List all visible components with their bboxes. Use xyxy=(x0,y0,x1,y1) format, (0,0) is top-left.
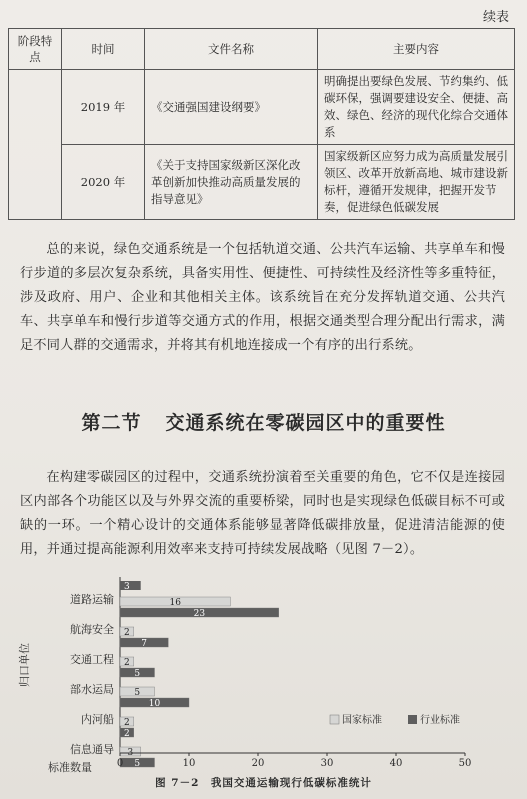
header-time: 时间 xyxy=(62,29,145,70)
row-content: 明确提出要绿色发展、节约集约、低碳环保，强调要建设安全、便捷、高效、绿色、经济的现代化综合交通体系 xyxy=(318,70,515,145)
category-label: 内河船 xyxy=(81,713,114,726)
section-heading xyxy=(0,408,527,435)
category-label: 信息通导 xyxy=(70,743,114,756)
category-label: 航海安全 xyxy=(70,623,114,636)
y-axis-label: 归口单位 xyxy=(18,643,31,687)
bar-value-label: 5 xyxy=(134,669,141,679)
header-doc: 文件名称 xyxy=(145,29,318,70)
policy-table xyxy=(8,28,515,220)
bar-value-label: 5 xyxy=(134,759,141,769)
bar-value-label: 10 xyxy=(148,699,161,709)
bar-value-label: 16 xyxy=(169,598,181,608)
bar-value-label: 3 xyxy=(127,748,134,758)
row-time: 2019 年 xyxy=(62,70,145,145)
bar-chart xyxy=(0,575,527,775)
row-doc: 《交通强国建设纲要》 xyxy=(145,70,318,145)
x-tick-label: 30 xyxy=(320,758,334,769)
stage-cell xyxy=(9,70,62,220)
row-content: 国家级新区应努力成为高质量发展引领区、改革开放新高地、城市建设新标杆，遵循开发规律，把握开发节奏，促进绿色低碳发展 xyxy=(318,145,515,220)
x-tick-label: 0 xyxy=(116,758,124,769)
continued-label: 续表 xyxy=(482,10,509,25)
legend-swatch-national xyxy=(330,715,339,724)
category-label: 交通工程 xyxy=(70,653,114,666)
category-label: 部水运局 xyxy=(70,683,114,696)
legend-label-national: 国家标准 xyxy=(342,715,382,726)
bar-value-label: 2 xyxy=(124,658,130,668)
body-paragraph: 在构建零碳园区的过程中，交通系统扮演着至关重要的角色，它不仅是连接园区内部各个功能区以及与外界交流的重要桥梁，同时也是实现绿色低碳目标不可或缺的一环。一个精心设计的交通体系能够显著降低碳排放量，促进清洁能源的使用，并通过提高能源利用效率来支持可持续发展战略（见图 7－2）。 xyxy=(20,470,505,557)
row-doc: 《关于支持国家级新区深化改革创新加快推动高质量发展的指导意见》 xyxy=(145,145,318,220)
figure-caption: 图 7－2 我国交通运输现行低碳标准统计 xyxy=(155,777,372,789)
body-paragraph: 总的来说，绿色交通系统是一个包括轨道交通、公共汽车运输、共享单车和慢行步道的多层次复杂系统，具备实用性、便捷性、可持续性及经济性等多重特征，涉及政府、用户、企业和其他相关主体。该系统旨在充分发挥轨道交通、公共汽车、共享单车和慢行步道等交通方式的作用，根据交通类型合理分配出行需求，满足不同人群的交通需求，并将其有机地连接成一个有序的出行系统。 xyxy=(20,242,505,353)
x-tick-label: 40 xyxy=(389,758,403,769)
header-stage: 阶段特点 xyxy=(9,29,62,70)
category-label: 道路运输 xyxy=(70,593,114,606)
x-tick-label: 10 xyxy=(182,758,196,769)
bar-value-label: 2 xyxy=(124,718,130,728)
x-tick-label: 20 xyxy=(251,758,265,769)
x-tick-label: 50 xyxy=(458,758,472,769)
row-time: 2020 年 xyxy=(62,145,145,220)
table-row xyxy=(9,145,515,220)
section-number: 第二节 xyxy=(81,412,142,434)
bar-value-label: 23 xyxy=(193,609,206,619)
bar-value-label: 7 xyxy=(141,639,148,649)
bar-value-label: 5 xyxy=(134,688,141,698)
table-header-row xyxy=(9,29,515,70)
bar-value-label: 3 xyxy=(124,582,130,592)
legend-swatch-industry xyxy=(408,715,417,724)
header-content: 主要内容 xyxy=(318,29,515,70)
section-title: 交通系统在零碳园区中的重要性 xyxy=(165,412,446,434)
x-axis-label: 标准数量 xyxy=(48,761,92,774)
bar-value-label: 2 xyxy=(124,729,130,739)
table-row xyxy=(9,70,515,145)
legend-label-industry: 行业标准 xyxy=(420,715,460,726)
bar-value-label: 2 xyxy=(124,628,130,638)
